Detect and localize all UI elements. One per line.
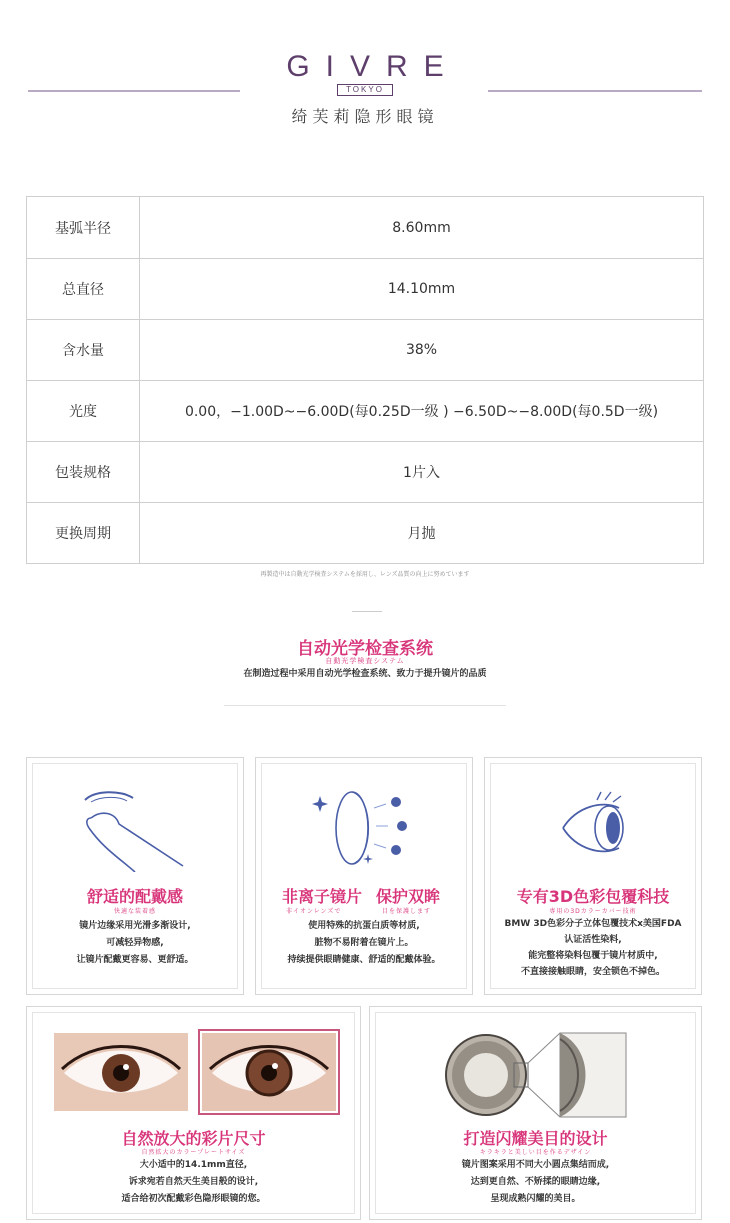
spec-label: 含水量: [27, 320, 140, 380]
spec-value: 1片入: [403, 465, 440, 481]
header-divider-left: [28, 90, 240, 92]
spec-footnote: 再製造中は自動光学検査システムを採用し、レンズ品質の向上に努めています: [260, 571, 470, 578]
nonionic-lens-icon: [312, 782, 422, 872]
feature-subtitle: キラキラと美しい目を作るデザイン: [479, 1149, 592, 1156]
feature-desc: BMW 3D色彩分子立体包覆技术x美国FDA 认证活性染料, 能完整将染料包覆于镜片材质中, 不直接接触眼睛，安全锁色不掉色。: [504, 919, 682, 977]
spec-value: 14.10mm: [387, 281, 456, 297]
section-title: 自动光学检查系统: [297, 639, 433, 659]
eye-side-icon: [557, 788, 637, 868]
feature-subtitle: 自然拡大のカラープレートサイズ: [141, 1149, 246, 1156]
feature-desc: 镜片图案采用不同大小圆点集结而成, 达到更自然、不矫揉的眼睛边缘, 呈现成熟闪耀的美目。: [461, 1160, 610, 1204]
spec-value: 8.60mm: [392, 219, 451, 236]
brand-chinese-name: 绮芙莉隐形眼镜: [291, 107, 439, 126]
spec-value: 月抛: [407, 526, 436, 542]
brand-city: TOKYO: [337, 84, 393, 96]
spec-row: [27, 441, 703, 502]
feature-title: 舒适的配戴感: [86, 887, 183, 906]
feature-card-nonionic: [255, 757, 473, 995]
feature-card-size: [26, 1006, 361, 1220]
feature-desc: 使用特殊的抗蛋白质等材质, 脏物不易附着在镜片上。 持续提供眼睛健康、舒适的配戴体验。: [287, 921, 441, 965]
spec-label: 光度: [27, 381, 140, 441]
brand-logo: GIVRE: [286, 50, 460, 83]
section-description: 在制造过程中采用自动光学检查系统、致力于提升镜片的品质: [243, 669, 487, 679]
eye-photo-natural: [54, 1033, 188, 1111]
spec-row: [27, 258, 703, 319]
spec-label: 基弧半径: [27, 197, 140, 258]
feature-subtitle-a: 非イオンレンズで: [286, 908, 342, 915]
feature-title-a: 非离子镜片: [282, 887, 363, 906]
spec-value: 38%: [405, 342, 438, 358]
finger-lens-icon: [79, 788, 195, 872]
spec-row: [27, 380, 703, 441]
spec-label: 更换周期: [27, 503, 140, 563]
spec-table: [26, 196, 704, 564]
spec-value: 0.00，−1.00D~−6.00D(每0.25D一级 ) −6.50D~−8.00D(每0.5D一级): [184, 404, 659, 420]
feature-title-b: 保护双眸: [376, 887, 441, 906]
spec-row: [27, 197, 703, 258]
feature-title: 专有3D色彩包覆科技: [516, 887, 670, 906]
section-divider-bottom: [224, 705, 506, 706]
feature-desc: 大小适中的14.1mm直径, 诉求宛若自然天生美目般的设计, 适合给初次配戴彩色隐形眼镜的您。: [121, 1160, 266, 1204]
section-divider-top: [352, 611, 382, 612]
feature-card-3d-color: [484, 757, 702, 995]
spec-label: 包装规格: [27, 442, 140, 502]
spec-row: [27, 319, 703, 380]
feature-title: 打造闪耀美目的设计: [463, 1129, 608, 1148]
header-divider-right: [488, 90, 702, 92]
feature-subtitle-b: 目を保護します: [382, 908, 432, 915]
eye-photo-with-lens: [202, 1033, 336, 1111]
spec-row: [27, 502, 703, 563]
feature-desc: 镜片边缘采用光滑多渐设计, 可减轻异物感, 让镜片配戴更容易、更舒适。: [76, 921, 194, 965]
section-subtitle: 自動光学検査システム: [325, 657, 405, 665]
lens-pattern-icon: [444, 1029, 634, 1121]
feature-subtitle: 専用の3Dカラーカバー技術: [549, 908, 637, 915]
feature-card-comfort: [26, 757, 244, 995]
spec-label: 总直径: [27, 259, 140, 319]
feature-subtitle: 快適な装着感: [113, 908, 156, 915]
feature-card-shine: [369, 1006, 702, 1220]
feature-title: 自然放大的彩片尺寸: [121, 1129, 266, 1148]
